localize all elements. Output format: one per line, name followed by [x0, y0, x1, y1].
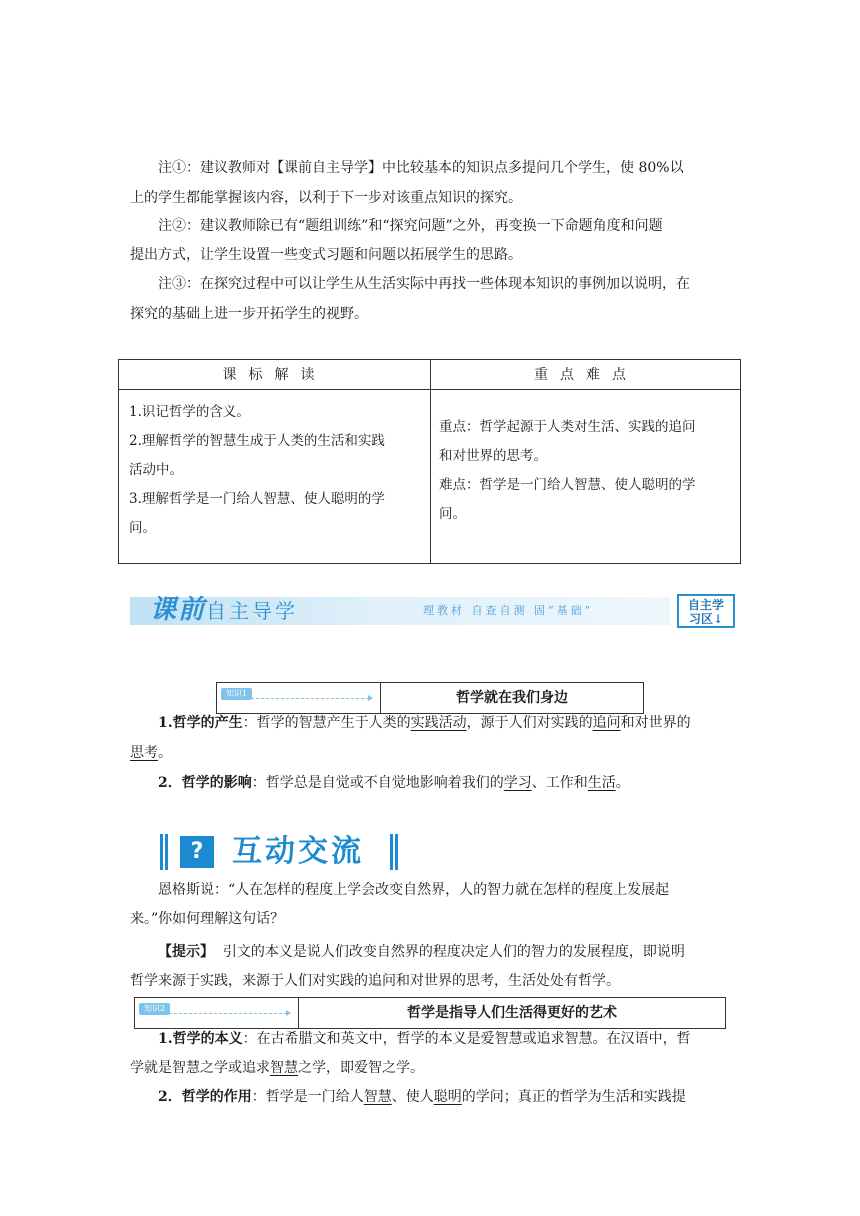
- s2-item-1-blank-1: 智慧: [270, 1060, 298, 1076]
- hint-line-2: 哲学来源于实践，来源于人们对实践的追问和对世界的思考，生活处处有哲学。: [130, 973, 620, 989]
- curriculum-line-3: 活动中。: [129, 462, 183, 478]
- s1-item-2-blank-2: 生活: [587, 775, 616, 791]
- table-header-keypoints: 重点难点: [431, 360, 741, 390]
- bracket-right-icon: [390, 834, 398, 870]
- s2-item-1-text-3: 之学，即爱智之学。: [298, 1060, 424, 1076]
- section-1-tag: 知识1: [221, 688, 252, 700]
- s2-item-1-text-2: 学就是智慧之学或追求: [130, 1060, 270, 1076]
- section-banner: [130, 594, 735, 628]
- s2-item-2-label: 2．哲学的作用: [158, 1089, 252, 1105]
- s1-item-1-line-2: [130, 738, 732, 768]
- banner-subtitle: 理教材 自查自测 固“基础”: [423, 604, 594, 617]
- s2-item-2-blank-1: 智慧: [363, 1089, 392, 1105]
- self-study-badge: [677, 594, 735, 628]
- note-3-line-1: 注③：在探究过程中可以让学生从生活实际中再找一些体现本知识的事例加以说明，在: [158, 276, 690, 292]
- s2-item-2-text-1: ：哲学是一门给人: [251, 1089, 364, 1105]
- table-cell-curriculum: [129, 398, 424, 543]
- note-2-line-2: 提出方式，让学生设置一些变式习题和问题以拓展学生的思路。: [130, 247, 522, 263]
- bracket-left-icon: [160, 834, 168, 870]
- note-2-line-1: 注②：建议教师除已有“题组训练”和“探究问题”之外，再变换一下命题角度和问题: [158, 218, 663, 234]
- s1-item-1-blank-1: 实践活动: [410, 715, 467, 731]
- s2-item-2-text-2: 、使人: [391, 1089, 434, 1105]
- badge-line-2: 习区↓: [688, 612, 724, 626]
- curriculum-line-4: 3.理解哲学是一门给人智慧、使人聪明的学: [129, 491, 385, 507]
- question-line-1: 恩格斯说：“人在怎样的程度上学会改变自然界，人的智力就在怎样的程度上发展起: [158, 882, 670, 898]
- s1-item-1-text-4: 。: [158, 745, 172, 761]
- arrow-icon: [251, 698, 369, 699]
- question-line-2: 来。”你如何理解这句话？: [130, 911, 285, 927]
- banner-title: [150, 594, 298, 627]
- s1-item-2-text-1: ：哲学总是自觉或不自觉地影响着我们的: [251, 775, 504, 791]
- hint-line-1: [130, 937, 732, 967]
- s2-item-1-line-1: [130, 1024, 732, 1054]
- section-1-title: 哲学就在我们身边: [456, 690, 568, 706]
- s1-item-2-text-3: 。: [615, 775, 630, 791]
- s1-item-2: [130, 768, 732, 798]
- hint-text-1: 引文的本义是说人们改变自然界的程度决定人们的智力的发展程度，即说明: [222, 944, 685, 960]
- section-2-title: 哲学是指导人们生活得更好的艺术: [407, 1005, 617, 1021]
- keypoints-line-3: 难点：哲学是一门给人智慧、使人聪明的学: [439, 477, 696, 493]
- s1-item-1-text-2: ，源于人们对实践的: [466, 715, 593, 731]
- section-2-tag: 知识2: [139, 1003, 170, 1015]
- keypoints-line-2: 和对世界的思考。: [439, 448, 547, 464]
- curriculum-line-2: 2.理解哲学的智慧生成于人类的生活和实践: [129, 433, 385, 449]
- s1-item-2-text-2: 、工作和: [531, 775, 588, 791]
- s1-item-2-label: 2．哲学的影响: [158, 775, 252, 791]
- s2-item-1-line-2: [130, 1053, 732, 1083]
- s2-item-2-blank-2: 聪明: [433, 1089, 462, 1105]
- banner-title-a: 课前: [150, 595, 207, 625]
- s1-item-1-blank-2: 追问: [592, 715, 621, 731]
- question-icon: ?: [180, 836, 214, 868]
- note-1-line-2: 上的学生都能掌握该内容，以利于下一步对该重点知识的探究。: [130, 190, 522, 206]
- table-header-curriculum: 课标解读: [119, 360, 430, 390]
- interaction-title: 互动交流: [232, 834, 364, 869]
- table-divider: [430, 360, 431, 563]
- curriculum-line-1: 1.识记哲学的含义。: [129, 404, 250, 420]
- note-3-line-2: 探究的基础上进一步开拓学生的视野。: [130, 306, 368, 322]
- s2-item-2-line-1: [130, 1082, 732, 1112]
- keypoints-line-4: 问。: [439, 506, 466, 522]
- keypoints-line-1: 重点：哲学起源于人类对生活、实践的追问: [439, 419, 696, 435]
- curriculum-line-5: 问。: [129, 520, 156, 536]
- s1-item-1-line-1: [130, 708, 732, 738]
- arrow-icon: [169, 1013, 287, 1014]
- hint-label: 【提示】: [158, 944, 214, 960]
- objectives-table: [118, 359, 741, 564]
- s1-item-2-blank-1: 学习: [503, 775, 532, 791]
- banner-title-b: 自主导学: [206, 599, 299, 623]
- badge-line-1: 自主学: [687, 598, 724, 612]
- s2-item-1-text-1: ：在古希腊文和英文中，哲学的本义是爱智慧或追求智慧。在汉语中，哲: [242, 1031, 691, 1047]
- s1-item-1-text-1: ：哲学的智慧产生于人类的: [242, 715, 411, 731]
- note-1-line-1: 注①：建议教师对【课前自主导学】中比较基本的知识点多提问几个学生，使 80%以: [158, 160, 684, 176]
- s2-item-1-label: 1.哲学的本义: [158, 1031, 243, 1047]
- s1-item-1-label: 1.哲学的产生: [158, 715, 243, 731]
- s1-item-1-blank-3: 思考: [130, 745, 158, 761]
- table-cell-keypoints: [439, 413, 737, 529]
- s2-item-2-text-3: 的学问；真正的哲学为生活和实践提: [461, 1089, 686, 1105]
- s1-item-1-text-3: 和对世界的: [620, 715, 691, 731]
